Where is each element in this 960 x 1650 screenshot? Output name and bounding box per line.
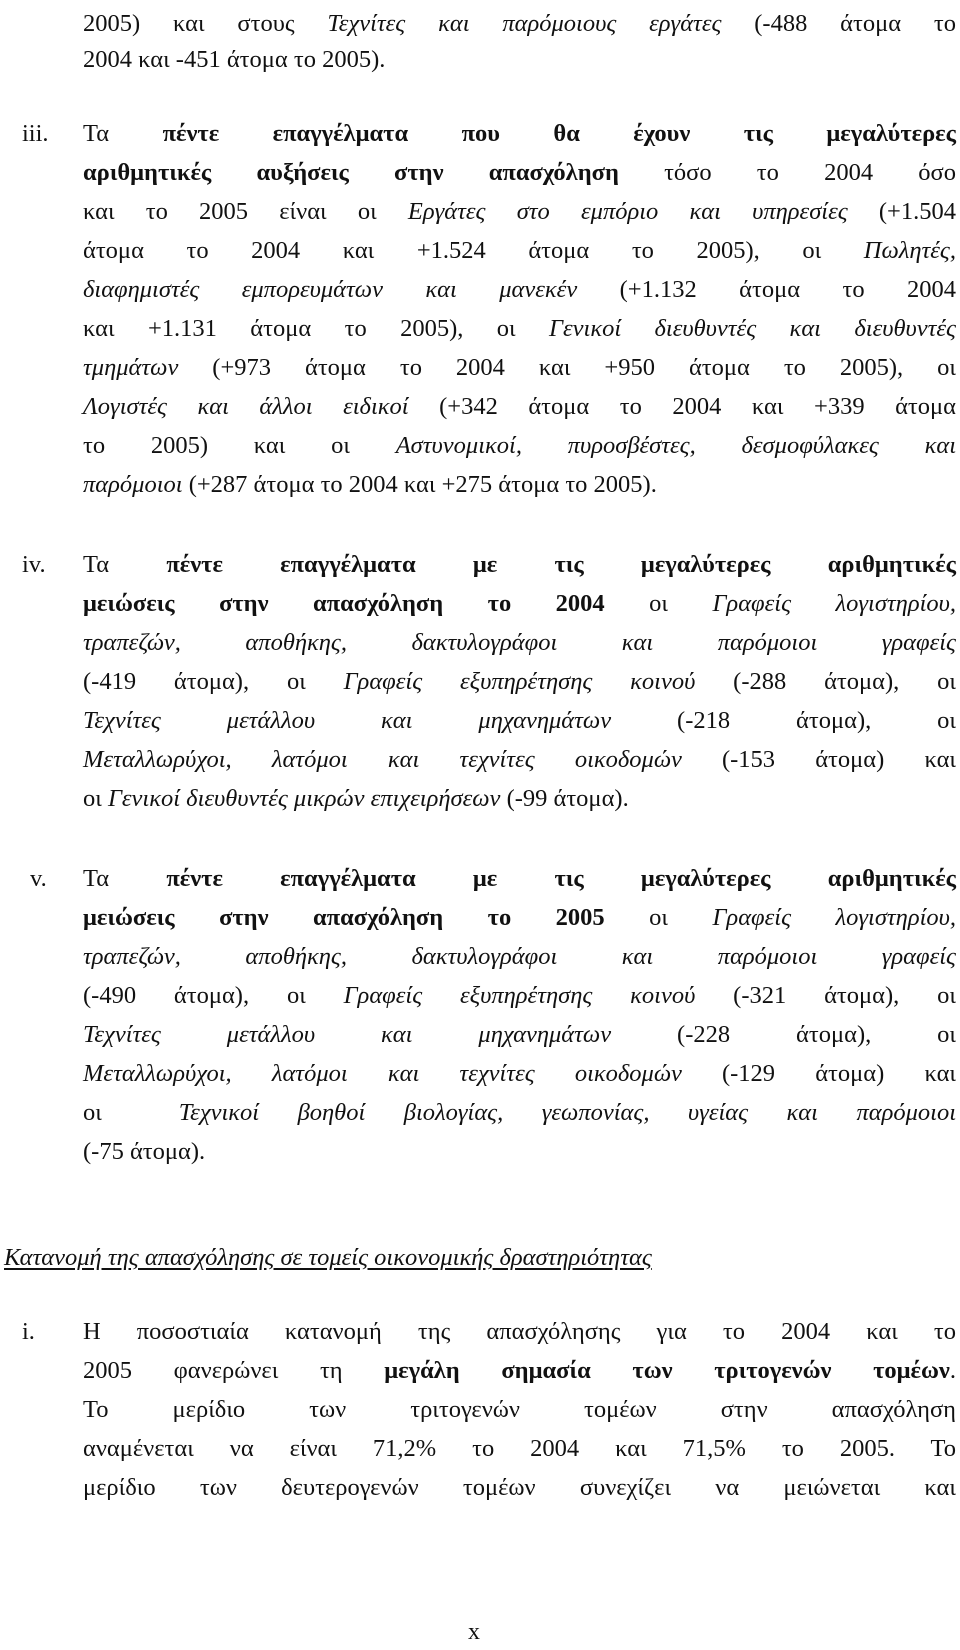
text-line: Τεχνίτες μετάλλου και μηχανημάτων (-218 άτομα), οι bbox=[83, 707, 956, 734]
text-line: και +1.131 άτομα το 2005), οι Γενικοί διευθυντές και διευθυντές bbox=[83, 315, 956, 342]
text-line: (-419 άτομα), οι Γραφείς εξυπηρέτησης κοινού (-288 άτομα), οι bbox=[83, 668, 956, 695]
text-line: 2004 και -451 άτομα το 2005). bbox=[83, 46, 386, 73]
page-number: x bbox=[468, 1619, 480, 1645]
text-line: άτομα το 2004 και +1.524 άτομα το 2005), οι Πωλητές, bbox=[83, 237, 956, 264]
text-line: αριθμητικές αυξήσεις στην απασχόληση τόσο το 2004 όσο bbox=[83, 159, 956, 186]
list-marker: v. bbox=[30, 865, 47, 892]
text-line: Λογιστές και άλλοι ειδικοί (+342 άτομα το 2004 και +339 άτομα bbox=[83, 393, 956, 420]
text-line: Μεταλλωρύχοι, λατόμοι και τεχνίτες οικοδομών (-129 άτομα) και bbox=[83, 1060, 957, 1087]
text-line: Μεταλλωρύχοι, λατόμοι και τεχνίτες οικοδομών (-153 άτομα) και bbox=[83, 746, 957, 773]
text-line: το 2005) και οι Αστυνομικοί, πυροσβέστες, δεσμοφύλακες και bbox=[83, 432, 957, 459]
list-marker: iv. bbox=[22, 551, 46, 578]
text-line: μειώσεις στην απασχόληση το 2004 οι Γραφείς λογιστηρίου, bbox=[83, 590, 957, 617]
text-line: 2005) και στους Τεχνίτες και παρόμοιους εργάτες (-488 άτομα το bbox=[83, 10, 956, 37]
text-line: Η ποσοστιαία κατανομή της απασχόλησης για το 2004 και το bbox=[83, 1318, 956, 1345]
text-line: μερίδιο των δευτερογενών τομέων συνεχίζει να μειώνεται και bbox=[83, 1474, 956, 1501]
text-line: Τα πέντε επαγγέλματα με τις μεγαλύτερες αριθμητικές bbox=[83, 551, 956, 578]
text-line: (-75 άτομα). bbox=[83, 1138, 206, 1165]
text-line: οι Τεχνικοί βοηθοί βιολογίας, γεωπονίας, υγείας και παρόμοιοι bbox=[83, 1099, 956, 1126]
list-marker: iii. bbox=[22, 120, 49, 147]
text-line: Το μερίδιο των τριτογενών τομέων στην απασχόληση bbox=[83, 1396, 956, 1423]
text-line: οι Γενικοί διευθυντές μικρών επιχειρήσεων (-99 άτομα). bbox=[83, 785, 629, 812]
text-line: και το 2005 είναι οι Εργάτες στο εμπόριο και υπηρεσίες (+1.504 bbox=[83, 198, 956, 225]
text-line: Τεχνίτες μετάλλου και μηχανημάτων (-228 άτομα), οι bbox=[83, 1021, 956, 1048]
text-line: μειώσεις στην απασχόληση το 2005 οι Γραφείς λογιστηρίου, bbox=[83, 904, 957, 931]
text-line: τμημάτων (+973 άτομα το 2004 και +950 άτομα το 2005), οι bbox=[83, 354, 956, 381]
section-heading: Κατανομή της απασχόλησης σε τομείς οικονομικής δραστηριότητας bbox=[4, 1244, 652, 1271]
text-line: αναμένεται να είναι 71,2% το 2004 και 71,5% το 2005. Το bbox=[83, 1435, 956, 1462]
text-line: διαφημιστές εμπορευμάτων και μανεκέν (+1.132 άτομα το 2004 bbox=[83, 276, 956, 303]
text-line: (-490 άτομα), οι Γραφείς εξυπηρέτησης κοινού (-321 άτομα), οι bbox=[83, 982, 956, 1009]
text-line: τραπεζών, αποθήκης, δακτυλογράφοι και παρόμοιοι γραφείς bbox=[83, 943, 956, 970]
text-line: παρόμοιοι (+287 άτομα το 2004 και +275 άτομα το 2005). bbox=[83, 471, 657, 498]
text-line: Τα πέντε επαγγέλματα που θα έχουν τις μεγαλύτερες bbox=[83, 120, 956, 147]
list-marker: i. bbox=[22, 1318, 35, 1345]
text-line: 2005 φανερώνει τη μεγάλη σημασία των τριτογενών τομέων. bbox=[83, 1357, 956, 1384]
text-line: Τα πέντε επαγγέλματα με τις μεγαλύτερες αριθμητικές bbox=[83, 865, 956, 892]
text-line: τραπεζών, αποθήκης, δακτυλογράφοι και παρόμοιοι γραφείς bbox=[83, 629, 956, 656]
